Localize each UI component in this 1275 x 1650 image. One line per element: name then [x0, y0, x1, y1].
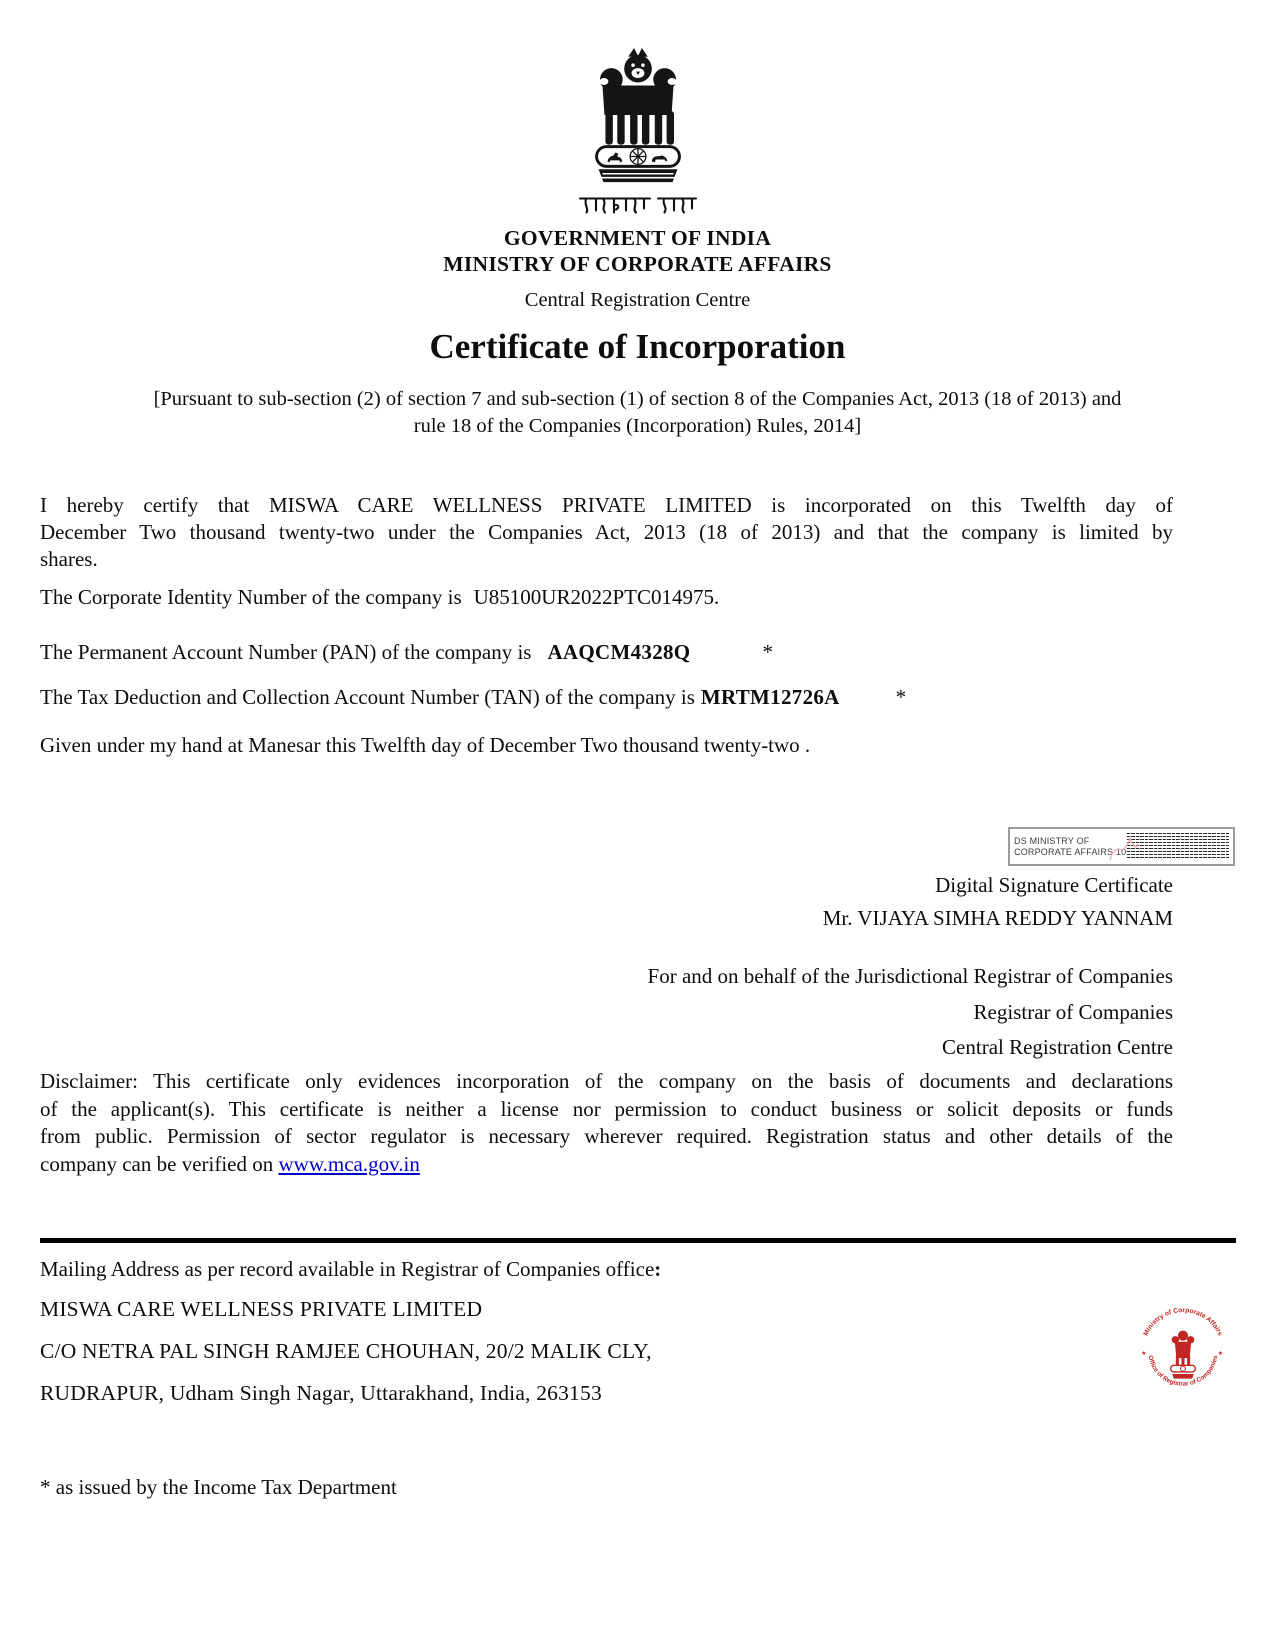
given-under-hand-line: Given under my hand at Manesar this Twelfth day of December Two thousand twenty-two . — [40, 733, 811, 757]
cin-label: The Corporate Identity Number of the company is — [40, 585, 462, 609]
pan-asterisk: * — [762, 640, 773, 664]
disclaimer-line: Disclaimer: This certificate only evidences incorporation of the company on the basis of documents and declarations — [40, 1069, 1173, 1093]
central-registration-centre-line: Central Registration Centre — [942, 1035, 1173, 1059]
certification-paragraph — [40, 492, 1173, 573]
pan-label: The Permanent Account Number (PAN) of the company is — [40, 640, 532, 664]
ministry-title: MINISTRY OF CORPORATE AFFAIRS — [443, 252, 832, 276]
seal-bottom-text: Office of Registrar of Companies — [1146, 1354, 1220, 1388]
pursuant-clause — [40, 386, 1235, 440]
cin-value: U85100UR2022PTC014975 — [473, 585, 714, 609]
mca-website-link[interactable]: www.mca.gov.in — [278, 1151, 420, 1176]
digital-signature-stamp — [1008, 827, 1235, 866]
mailing-heading-text: Mailing Address as per record available in Registrar of Companies office — [40, 1257, 655, 1281]
signature-details-fineprint — [1126, 833, 1229, 860]
ds-stamp-line-2: CORPORATE AFFAIRS 10 — [1014, 846, 1127, 857]
disclaimer-line: from public. Permission of sector regulator is necessary wherever required. Registration status and other details of the — [40, 1124, 1173, 1148]
digital-signature-block — [40, 869, 1173, 935]
header — [0, 44, 1275, 312]
seal-top-text: Ministry of Corporate Affairs — [1142, 1307, 1224, 1337]
mailing-company-name: MISWA CARE WELLNESS PRIVATE LIMITED — [40, 1297, 483, 1321]
on-behalf-line: For and on behalf of the Jurisdictional Registrar of Companies — [647, 964, 1173, 988]
tan-value: MRTM12726A — [700, 685, 840, 709]
certify-line: December Two thousand twenty-two under the Companies Act, 2013 (18 of 2013) and that the company is limited by — [40, 520, 1173, 544]
mailing-address-line: C/O NETRA PAL SINGH RAMJEE CHOUHAN, 20/2 MALIK CLY, — [40, 1339, 652, 1363]
seal-center-emblem-icon — [1171, 1331, 1196, 1379]
satyameva-jayate-motto — [578, 195, 698, 216]
government-of-india-title: GOVERNMENT OF INDIA — [503, 226, 772, 250]
tan-asterisk: * — [895, 685, 907, 709]
pan-line — [40, 640, 773, 665]
footnote-asterisk-note: * as issued by the Income Tax Department — [40, 1475, 397, 1499]
mailing-address-heading — [40, 1257, 661, 1282]
cin-period: . — [714, 585, 720, 609]
disclaimer-paragraph — [40, 1068, 1173, 1178]
disclaimer-line — [40, 1151, 1173, 1179]
ashoka-emblem-icon — [586, 44, 690, 192]
signature-squiggle-icon — [1106, 832, 1140, 864]
mailing-address-city-line: RUDRAPUR, Udham Singh Nagar, Uttarakhand, India, 263153 — [40, 1381, 602, 1405]
disclaimer-link-prefix: company can be verified on — [40, 1151, 274, 1176]
dsc-title: Digital Signature Certificate — [935, 873, 1173, 897]
seal-star-left: ★ — [1141, 1351, 1147, 1358]
registrar-of-companies-line: Registrar of Companies — [973, 999, 1173, 1024]
disclaimer-line: of the applicant(s). This certificate is neither a license nor permission to conduct business or solicit deposits or funds — [40, 1096, 1173, 1121]
pursuant-line-1: [Pursuant to sub-section (2) of section 7 and sub-section (1) of section 8 of the Companies Act, 2013 (18 of 2013) and — [153, 388, 1122, 410]
certify-line: I hereby certify that MISWA CARE WELLNESS PRIVATE LIMITED is incorporated on this Twelfth day of — [40, 493, 1173, 517]
signatory-name: Mr. VIJAYA SIMHA REDDY YANNAM — [822, 906, 1173, 930]
seal-star-right: ★ — [1217, 1351, 1224, 1358]
mailing-heading-colon: : — [654, 1257, 662, 1281]
registrar-seal — [1136, 1304, 1230, 1398]
registrar-block — [40, 959, 1173, 1066]
pan-value: AAQCM4328Q — [547, 640, 691, 664]
tan-line — [40, 685, 906, 710]
pursuant-line-2: rule 18 of the Companies (Incorporation) Rules, 2014] — [413, 415, 862, 437]
central-registration-centre-subtitle: Central Registration Centre — [524, 289, 751, 311]
ds-stamp-line-1: DS MINISTRY OF — [1014, 835, 1090, 846]
tan-label: The Tax Deduction and Collection Account Number (TAN) of the company is — [40, 685, 695, 709]
divider-rule — [40, 1238, 1236, 1243]
certify-line: shares. — [40, 547, 98, 571]
cin-line — [40, 585, 719, 610]
page-title: Certificate of Incorporation — [429, 327, 846, 366]
